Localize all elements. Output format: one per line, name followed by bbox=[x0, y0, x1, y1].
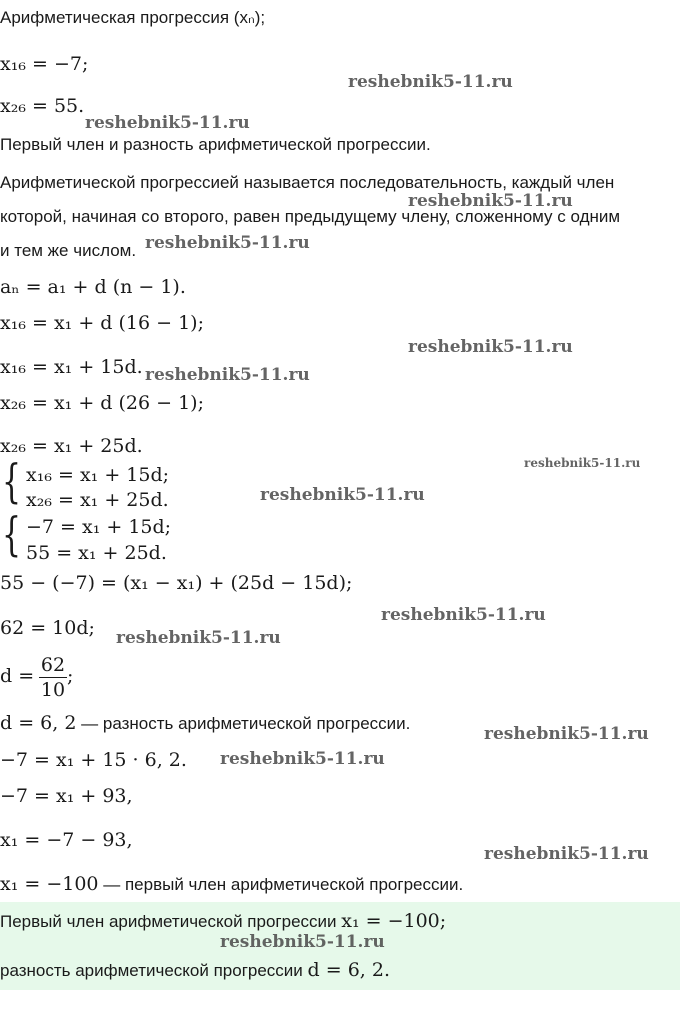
definition-line-3: и тем же числом. bbox=[0, 241, 137, 260]
step-x16-simplified: x₁₆ = x₁ + 15d. bbox=[0, 356, 143, 378]
watermark: reshebnik5-11.ru bbox=[145, 233, 310, 253]
watermark: reshebnik5-11.ru bbox=[408, 191, 573, 211]
watermark: reshebnik5-11.ru bbox=[484, 724, 649, 744]
answer-line-1: Первый член арифметической прогрессии x₁ = −100; bbox=[0, 910, 447, 932]
step-x16-expand: x₁₆ = x₁ + d (16 − 1); bbox=[0, 312, 204, 334]
definition-line-1: Арифметической прогрессией называется последовательность, каждый член bbox=[0, 173, 615, 192]
watermark: reshebnik5-11.ru bbox=[85, 113, 250, 133]
watermark: reshebnik5-11.ru bbox=[524, 456, 641, 470]
system-2-eq-2: 55 = x₁ + 25d. bbox=[26, 542, 167, 564]
watermark: reshebnik5-11.ru bbox=[220, 749, 385, 769]
d-result: d = 6, 2 — разность арифметической прогрессии. bbox=[0, 712, 411, 734]
given-x16: x₁₆ = −7; bbox=[0, 53, 89, 75]
step-substitute: −7 = x₁ + 15 · 6, 2. bbox=[0, 749, 187, 771]
watermark: reshebnik5-11.ru bbox=[484, 844, 649, 864]
general-formula: aₙ = a₁ + d (n − 1). bbox=[0, 276, 186, 298]
watermark: reshebnik5-11.ru bbox=[381, 605, 546, 625]
step-subtract: 55 − (−7) = (x₁ − x₁) + (25d − 15d); bbox=[0, 572, 353, 594]
step-62-10d: 62 = 10d; bbox=[0, 617, 95, 639]
watermark: reshebnik5-11.ru bbox=[220, 932, 385, 952]
system-brace-2: { bbox=[2, 507, 22, 561]
watermark: reshebnik5-11.ru bbox=[260, 485, 425, 505]
find-statement: Первый член и разность арифметической прогрессии. bbox=[0, 135, 431, 154]
system-1-eq-2: x₂₆ = x₁ + 25d. bbox=[26, 489, 169, 511]
watermark: reshebnik5-11.ru bbox=[145, 365, 310, 385]
progression-statement: Арифметическая прогрессия (xₙ); bbox=[0, 8, 266, 27]
step-x26-expand: x₂₆ = x₁ + d (26 − 1); bbox=[0, 392, 204, 414]
d-fraction: d = $\frac{62}{10}$ ; bbox=[0, 654, 74, 702]
system-2-eq-1: −7 = x₁ + 15d; bbox=[26, 516, 172, 538]
step-x1-difference: x₁ = −7 − 93, bbox=[0, 829, 133, 851]
watermark: reshebnik5-11.ru bbox=[408, 337, 573, 357]
fraction: $\frac{62}{10}$ bbox=[40, 654, 66, 702]
step-x26-simplified: x₂₆ = x₁ + 25d. bbox=[0, 435, 143, 457]
answer-line-2: разность арифметической прогрессии d = 6, 2. bbox=[0, 959, 390, 981]
system-1-eq-1: x₁₆ = x₁ + 15d; bbox=[26, 464, 170, 486]
watermark: reshebnik5-11.ru bbox=[348, 72, 513, 92]
x1-result: x₁ = −100 — первый член арифметической прогрессии. bbox=[0, 873, 464, 895]
given-x26: x₂₆ = 55. bbox=[0, 95, 85, 117]
definition-line-2: которой, начиная со второго, равен предыдущему члену, сложенному с одним bbox=[0, 207, 621, 226]
system-brace-1: { bbox=[2, 454, 22, 508]
watermark: reshebnik5-11.ru bbox=[116, 628, 281, 648]
step-93: −7 = x₁ + 93, bbox=[0, 785, 133, 807]
